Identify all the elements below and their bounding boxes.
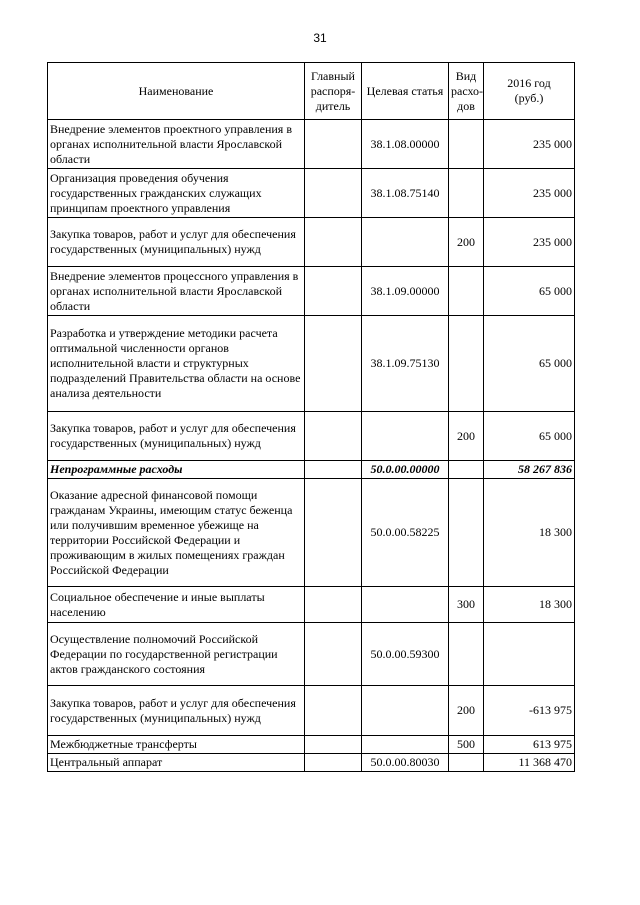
row-name: Закупка товаров, работ и услуг для обеспечения государственных (муниципальных) нужд xyxy=(48,218,305,267)
table-row xyxy=(48,623,575,686)
table-header-row xyxy=(48,63,575,120)
row-target: 50.0.00.80030 xyxy=(362,754,449,772)
row-admin xyxy=(305,267,362,316)
row-sum: 235 000 xyxy=(484,169,575,218)
row-sum: 613 975 xyxy=(484,736,575,754)
row-target: 50.0.00.59300 xyxy=(362,623,449,686)
header-type: Вид расхо- дов xyxy=(449,63,484,120)
row-name: Непрограммные расходы xyxy=(48,461,305,479)
row-admin xyxy=(305,623,362,686)
row-admin xyxy=(305,412,362,461)
header-sum: 2016 год (руб.) xyxy=(484,63,575,120)
row-admin xyxy=(305,461,362,479)
row-target xyxy=(362,218,449,267)
row-name: Организация проведения обучения государственных гражданских служащих принципам проектного управления xyxy=(48,169,305,218)
table-row xyxy=(48,120,575,169)
row-type xyxy=(449,754,484,772)
row-sum: 18 300 xyxy=(484,479,575,587)
row-name: Центральный аппарат xyxy=(48,754,305,772)
row-name: Закупка товаров, работ и услуг для обеспечения государственных (муниципальных) нужд xyxy=(48,412,305,461)
row-name: Межбюджетные трансферты xyxy=(48,736,305,754)
row-type: 300 xyxy=(449,587,484,623)
table-row xyxy=(48,736,575,754)
table-row xyxy=(48,316,575,412)
row-sum: 235 000 xyxy=(484,120,575,169)
row-name: Внедрение элементов процессного управления в органах исполнительной власти Ярославской области xyxy=(48,267,305,316)
row-sum: 11 368 470 xyxy=(484,754,575,772)
row-target xyxy=(362,736,449,754)
row-target: 38.1.09.00000 xyxy=(362,267,449,316)
row-target xyxy=(362,587,449,623)
table-row xyxy=(48,686,575,736)
row-type xyxy=(449,267,484,316)
row-target xyxy=(362,412,449,461)
page-number: 31 xyxy=(313,31,327,45)
row-sum: 235 000 xyxy=(484,218,575,267)
table-row xyxy=(48,169,575,218)
table-row xyxy=(48,754,575,772)
row-admin xyxy=(305,736,362,754)
row-admin xyxy=(305,686,362,736)
row-admin xyxy=(305,479,362,587)
row-admin xyxy=(305,218,362,267)
row-type xyxy=(449,461,484,479)
row-sum xyxy=(484,623,575,686)
row-target: 50.0.00.00000 xyxy=(362,461,449,479)
row-sum: 65 000 xyxy=(484,316,575,412)
row-sum: 65 000 xyxy=(484,267,575,316)
header-name: Наименование xyxy=(48,63,305,120)
table-row xyxy=(48,479,575,587)
row-target: 50.0.00.58225 xyxy=(362,479,449,587)
row-type xyxy=(449,316,484,412)
row-sum: 58 267 836 xyxy=(484,461,575,479)
row-type: 200 xyxy=(449,218,484,267)
row-name: Закупка товаров, работ и услуг для обеспечения государственных (муниципальных) нужд xyxy=(48,686,305,736)
row-sum: 65 000 xyxy=(484,412,575,461)
row-name: Оказание адресной финансовой помощи гражданам Украины, имеющим статус беженца или получившим временное убежище на территории Российской Федерации и проживающим в жилых помещениях граждан Российской Федерации xyxy=(48,479,305,587)
row-type xyxy=(449,623,484,686)
table-row xyxy=(48,587,575,623)
row-admin xyxy=(305,587,362,623)
row-type xyxy=(449,479,484,587)
table-row xyxy=(48,218,575,267)
row-target xyxy=(362,686,449,736)
row-name: Разработка и утверждение методики расчета оптимальной численности органов исполнительной власти и структурных подразделений Правительства области на основе анализа деятельности xyxy=(48,316,305,412)
table-row xyxy=(48,267,575,316)
row-type xyxy=(449,169,484,218)
row-name: Социальное обеспечение и иные выплаты населению xyxy=(48,587,305,623)
header-target: Целевая статья xyxy=(362,63,449,120)
row-type: 200 xyxy=(449,412,484,461)
row-admin xyxy=(305,316,362,412)
row-target: 38.1.09.75130 xyxy=(362,316,449,412)
row-type xyxy=(449,120,484,169)
table-row xyxy=(48,412,575,461)
row-sum: 18 300 xyxy=(484,587,575,623)
row-type: 200 xyxy=(449,686,484,736)
row-name: Осуществление полномочий Российской Федерации по государственной регистрации актов гражданского состояния xyxy=(48,623,305,686)
header-admin: Главный распоря- дитель xyxy=(305,63,362,120)
budget-table xyxy=(47,62,575,772)
row-admin xyxy=(305,754,362,772)
row-admin xyxy=(305,169,362,218)
row-sum: -613 975 xyxy=(484,686,575,736)
row-target: 38.1.08.75140 xyxy=(362,169,449,218)
table-row-section xyxy=(48,461,575,479)
row-admin xyxy=(305,120,362,169)
row-type: 500 xyxy=(449,736,484,754)
row-name: Внедрение элементов проектного управления в органах исполнительной власти Ярославской области xyxy=(48,120,305,169)
row-target: 38.1.08.00000 xyxy=(362,120,449,169)
